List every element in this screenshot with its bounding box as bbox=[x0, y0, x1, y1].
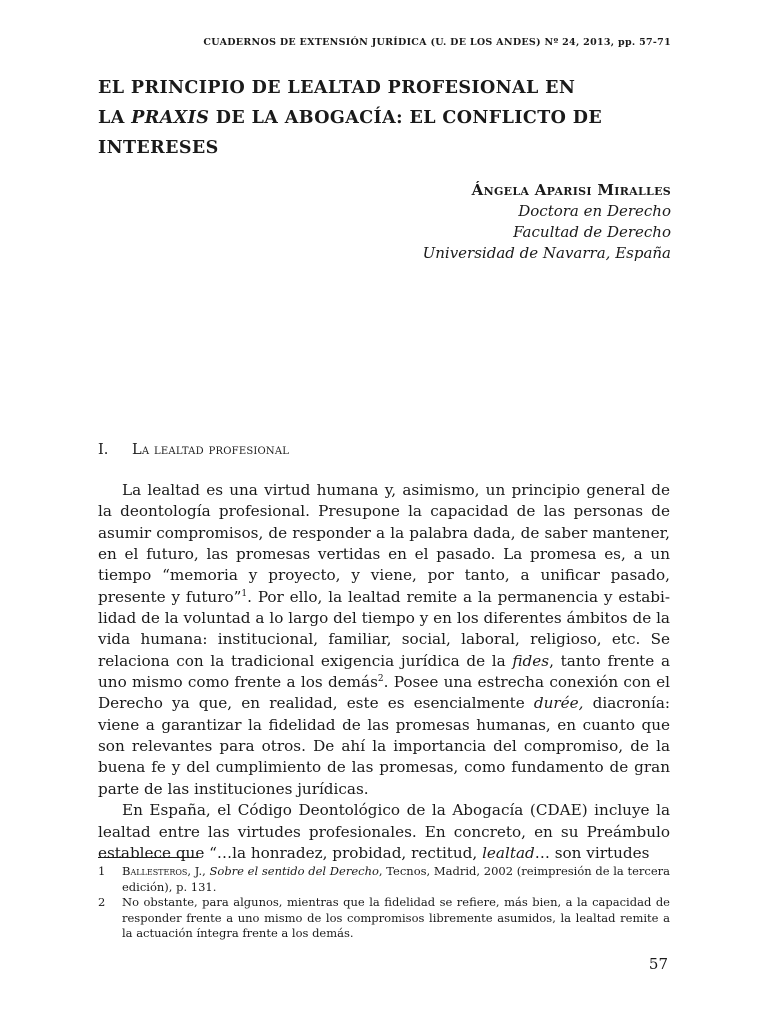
p1-text-b: . Por ello, la lealtad remite a la permanencia y estabilidad de la voluntad a lo largo del tiempo y en los diferentes ámbitos de la vida humana: institucional, familiar, social, laboral, religioso, etc. Se relaciona con la tradicional exigencia jurídica de la bbox=[98, 587, 670, 670]
p1-text-c: , tanto frente a uno mismo como frente a los demás bbox=[98, 651, 671, 692]
footnote-ref-2[interactable]: 2 bbox=[377, 674, 384, 685]
footnote-divider bbox=[98, 857, 198, 858]
p1-text-e: diacronía: viene a garantizar la fidelidad de las promesas humanas, en cuanto que son relevantes para otros. De ahí la importancia del compromiso, de la buena fe y del cumplimiento de las promesas, como fundamento de gran parte de las instituciones jurídicas. bbox=[98, 694, 670, 798]
footnote-1-number: 1 bbox=[98, 864, 106, 878]
body-text bbox=[98, 480, 670, 864]
p2-text-a: En España, el Código Deontológico de la Abogacía (CDAE) incluye la lealtad entre las virtudes profesionales. En concreto, en su Preámbulo establece que “…la honradez, probidad, rectitud, bbox=[98, 801, 670, 862]
title-line-1: EL PRINCIPIO DE LEALTAD PROFESIONAL EN bbox=[98, 78, 576, 98]
footnote-ref-1[interactable]: 1 bbox=[241, 588, 248, 599]
p2-term-lealtad: lealtad bbox=[482, 843, 535, 862]
title-line-2 bbox=[98, 103, 678, 133]
section-heading bbox=[98, 442, 289, 458]
author-university: Universidad de Navarra, España bbox=[422, 244, 671, 262]
author-degree: Doctora en Derecho bbox=[518, 202, 671, 220]
running-head: CUADERNOS DE EXTENSIÓN JURÍDICA (U. DE LOS ANDES) Nº 24, 2013, pp. 57-71 bbox=[203, 37, 671, 48]
paragraph-2 bbox=[98, 800, 670, 864]
footnote-2-number: 2 bbox=[98, 895, 106, 909]
article-title bbox=[98, 73, 678, 163]
footnote-1-text-a: , J., bbox=[187, 864, 210, 878]
title-praxis: PRAXIS bbox=[131, 108, 210, 128]
title-line-2-start: LA bbox=[98, 108, 132, 128]
footnote-1-author: Ballesteros bbox=[122, 864, 188, 878]
title-line-3: INTERESES bbox=[98, 138, 219, 158]
footnote-1 bbox=[98, 864, 670, 895]
footnote-2-text: No obstante, para algunos, mientras que la fidelidad se refiere, más bien, a la capacidad de responder frente a uno mismo de los compromisos libremente asumidos, la lealtad remite a la actuación íntegra frente a los demás. bbox=[122, 895, 670, 940]
author-faculty: Facultad de Derecho bbox=[513, 223, 671, 241]
author-name: Ángela Aparisi Miralles bbox=[471, 181, 671, 199]
page-number: 57 bbox=[648, 955, 668, 973]
section-title: La lealtad profesional bbox=[132, 442, 290, 458]
p2-text-b: … son virtudes bbox=[534, 843, 650, 862]
section-number: I. bbox=[98, 442, 109, 458]
p1-term-duree: durée, bbox=[533, 694, 584, 713]
title-line-2-end: DE LA ABOGACÍA: EL CONFLICTO DE bbox=[209, 108, 603, 128]
p1-text-a: La lealtad es una virtud humana y, asimismo, un principio general de la deontología profesional. Presupone la capacidad de las personas de asumir compromisos, de responder a la palabra dada, de saber mantener, en el futuro, las promesas vertidas en el pasado. La promesa es, a un tiempo “memoria y proyecto, y viene, por tanto, a unificar pasado, presente y futuro” bbox=[98, 481, 670, 606]
footnote-2 bbox=[98, 895, 670, 942]
p1-term-fides: fides bbox=[512, 651, 550, 670]
p1-text-d: . Posee una estrecha conexión con el Derecho ya que, en realidad, este es esencialmente bbox=[98, 673, 670, 713]
paragraph-1 bbox=[98, 480, 670, 800]
footnote-1-text-b: , Tecnos, Madrid, 2002 (reimpresión de la tercera edición), p. 131. bbox=[122, 864, 671, 894]
author-block bbox=[423, 180, 671, 264]
footnotes bbox=[98, 864, 670, 942]
footnote-1-book-title: Sobre el sentido del Derecho bbox=[209, 864, 379, 878]
